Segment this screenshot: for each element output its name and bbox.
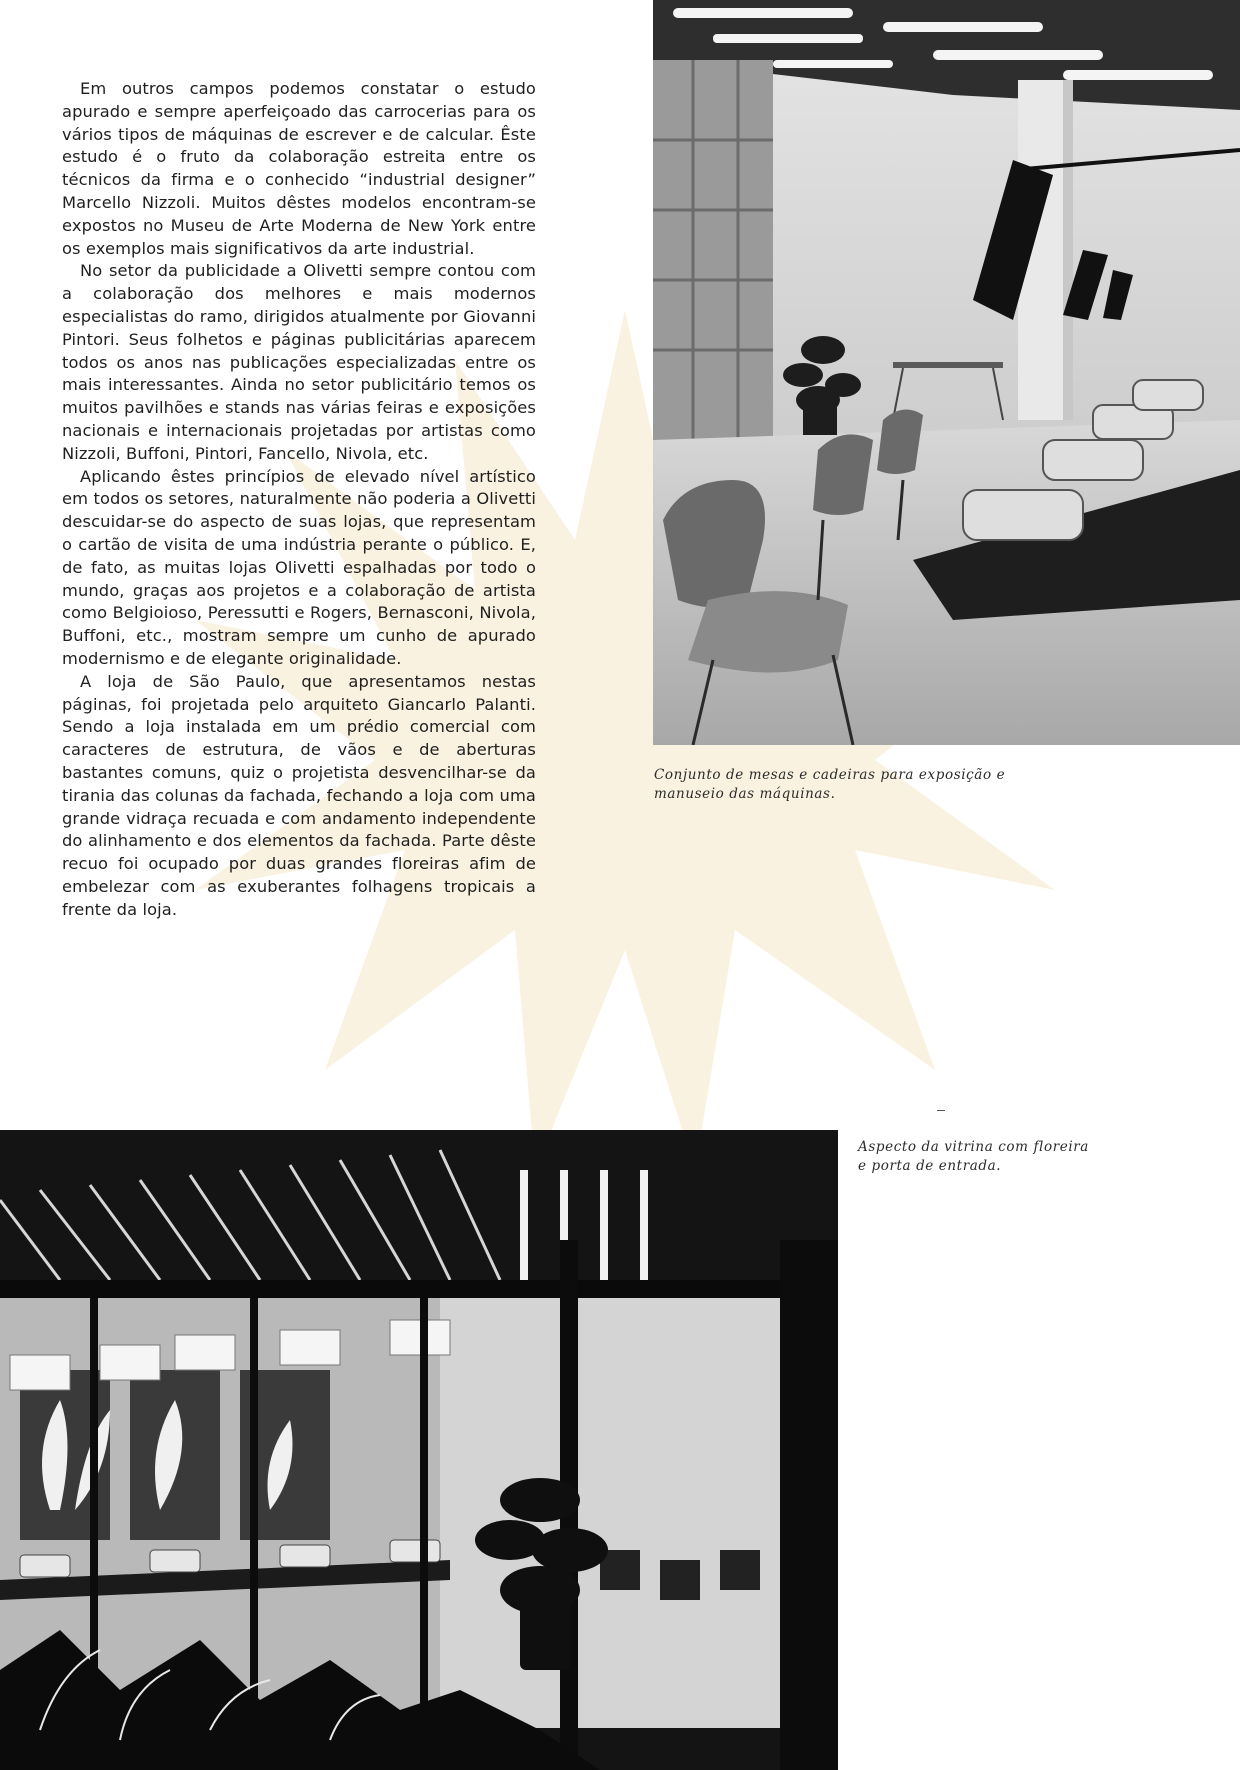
paragraph-3-text: Aplicando êstes princípios de elevado nível artístico em todos os setores, naturalmente não poderia a Olivetti descuidar-se do aspecto de suas lojas, que representam o cartão de visita de uma indústria perante o público. E, de fato, as muitas lojas Olivetti espalhadas por todo o mundo, graças aos projetos e a colaboração de artista como Belgioioso, Peressutti e Rogers, Bernasconi, Nivola, Buffoni, etc., mostram sempre um cunho de apurado modernismo e de elegante originalidade. (62, 466, 536, 668)
window-photo-illustration (0, 1130, 838, 1770)
photo-caption-top: Conjunto de mesas e cadeiras para exposição e manuseio das máquinas. (654, 767, 1006, 802)
paragraph-2 (62, 260, 536, 465)
showroom-interior-photo (653, 0, 1240, 745)
photo-caption-bottom: Aspecto da vitrina com floreira e porta de entrada. (858, 1139, 1089, 1174)
paragraph-1-text: Em outros campos podemos constatar o estudo apurado e sempre aperfeiçoado das carrocerias para os vários tipos de máquinas de escrever e de calcular. Êste estudo é o fruto da colaboração estreita entre os técnicos da firma e o conhecido “industrial designer” Marcello Nizzoli. Muitos dêstes modelos encontram-se expostos no Museu de Arte Moderna de New York entre os exemplos mais significativos da arte industrial. (62, 79, 536, 258)
print-speck (937, 1110, 945, 1111)
paragraph-4-text: A loja de São Paulo, que apresentamos nestas páginas, foi projetada pelo arquiteto Giancarlo Palanti. Sendo a loja instalada em um prédio comercial com caracteres de estrutura, de vãos e de aberturas bastantes comuns, quiz o projetista desvencilhar-se da tirania das colunas da fachada, fechando a loja com uma grande vidraça recuada e com andamento independente do alinhamento e dos elementos da fachada. Parte dêste recuo foi ocupado por duas grandes floreiras afim de embelezar com as exuberantes folhagens tropicais a frente da loja. (62, 671, 536, 919)
shop-window-photo (0, 1130, 838, 1770)
interior-photo-illustration (653, 0, 1240, 745)
article-body (62, 78, 536, 921)
paragraph-3 (62, 466, 536, 671)
paragraph-4 (62, 671, 536, 922)
paragraph-1 (62, 78, 536, 260)
paragraph-2-text: No setor da publicidade a Olivetti sempre contou com a colaboração dos melhores e mais modernos especialistas do ramo, dirigidos atualmente por Giovanni Pintori. Seus folhetos e páginas publicitárias aparecem todos os anos nas publicações especializadas entre os mais interessantes. Ainda no setor publicitário temos os muitos pavilhões e stands nas várias feiras e exposições nacionais e internacionais projetadas por artistas como Nizzoli, Buffoni, Pintori, Fancello, Nivola, etc. (62, 261, 536, 463)
